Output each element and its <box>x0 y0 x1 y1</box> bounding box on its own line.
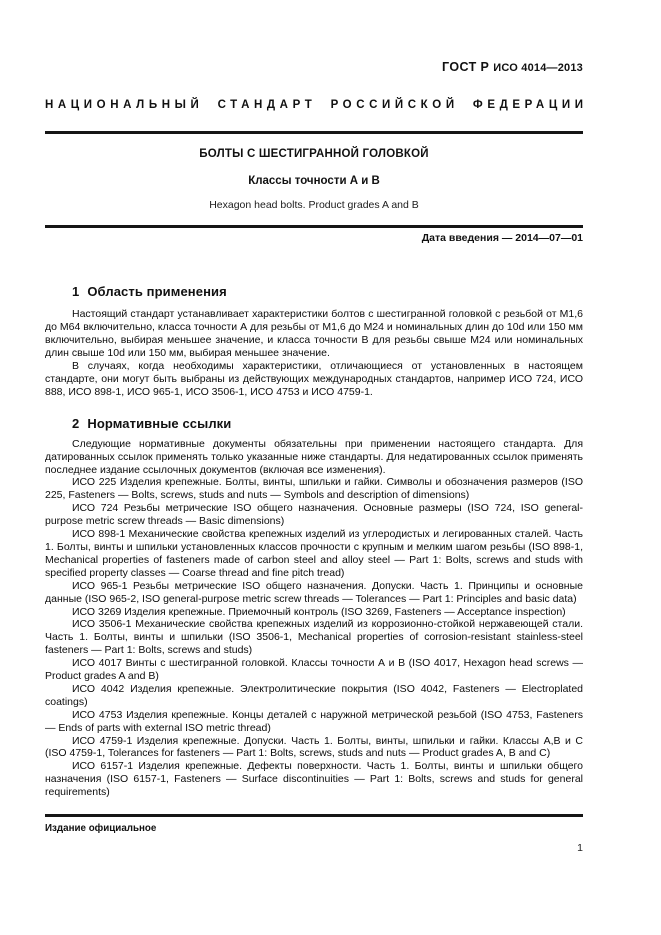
federation-word: НАЦИОНАЛЬНЫЙ <box>45 99 204 111</box>
page-content <box>45 0 588 799</box>
federation-word: ФЕДЕРАЦИИ <box>472 99 588 111</box>
effective-date: Дата введения — 2014—07—01 <box>421 232 583 245</box>
paragraph: Следующие нормативные документы обязательны при применении настоящего стандарта. Для датированных ссылок применять только указанные ниже стандарты. Для недатированных ссылок применять последнее издание ссылочных документов (включая все изменения). <box>45 437 583 476</box>
page-number: 1 <box>577 842 583 854</box>
reference-item: ИСО 4017 Винты с шестигранной головкой. Классы точности А и В (ISO 4017, Hexagon head screws — Product grades A and B) <box>45 657 583 683</box>
federation-word: СТАНДАРТ <box>217 99 317 111</box>
section-number: 2 <box>72 415 80 431</box>
edition-note: Издание официальное <box>45 823 157 834</box>
federation-word: РОССИЙСКОЙ <box>330 99 459 111</box>
paragraph: В случаях, когда необходимы характеристики, отличающиеся от установленных в настоящем стандарте, они могут быть выбраны из действующих международных стандартов, например ИСО 724, ИСО 888, ИСО 898-1, ИСО 965-1, ИСО 3506-1, ИСО 4753 и ИСО 4759-1. <box>45 360 583 398</box>
reference-item: ИСО 4753 Изделия крепежные. Концы деталей с наружной метрической резьбой (ISO 4753, Fasteners — Ends of parts with external ISO metric thread) <box>45 708 583 734</box>
federation-standard-header <box>45 98 588 112</box>
reference-item: ИСО 724 Резьбы метрические ISO общего назначения. Основные размеры (ISO 724, ISO general-purpose metric screw threads — Basic dimensions) <box>45 502 583 528</box>
doc-num: ИСО 4014—2013 <box>493 62 583 74</box>
reference-item: ИСО 4042 Изделия крепежные. Электролитические покрытия (ISO 4042, Fasteners — Electroplated coatings) <box>45 682 583 708</box>
reference-item: ИСО 6157-1 Изделия крепежные. Дефекты поверхности. Часть 1. Болты, винты и шпильки общего назначения (ISO 6157-1, Fasteners — Surface discontinuities — Part 1: Bolts, screws and studs for general requirements) <box>45 760 583 799</box>
section-number: 1 <box>72 284 80 300</box>
reference-item: ИСО 225 Изделия крепежные. Болты, винты, шпильки и гайки. Символы и обозначения размеров (ISO 225, Fasteners — Bolts, screws, studs and nuts — Symbols and description of dimensions) <box>45 476 583 502</box>
doc-designation <box>45 59 583 76</box>
doc-code: ГОСТ Р <box>442 60 490 74</box>
footer-divider-rule <box>45 814 583 817</box>
reference-item: ИСО 965-1 Резьбы метрические ISO общего назначения. Допуски. Часть 1. Принципы и основные данные (ISO 965-2, ISO general-purpose metric screw threads — Tolerances — Part 1: Principles and basic data) <box>45 579 583 605</box>
document-body <box>45 284 583 799</box>
section-title: Нормативные ссылки <box>87 415 232 431</box>
section-title: Область применения <box>87 284 227 300</box>
section-1-heading <box>45 284 583 300</box>
reference-item: ИСО 3269 Изделия крепежные. Приемочный контроль (ISO 3269, Fasteners — Acceptance inspection) <box>72 605 566 618</box>
document-subtitle-ru: Классы точности А и В <box>248 175 380 188</box>
section-2-heading <box>45 416 583 432</box>
reference-item: ИСО 4759-1 Изделия крепежные. Допуски. Часть 1. Болты, винты, шпильки и гайки. Классы А,В и С (ISO 4759-1, Tolerances for fasteners — Part 1: Bolts, screws, studs and nuts — Product grades A, B and C) <box>45 734 583 760</box>
reference-item: ИСО 898-1 Механические свойства крепежных изделий из углеродистых и легированных сталей. Часть 1. Болты, винты и шпильки установленных классов прочности с крупным и мелким шагом резьбы (ISO 898-1, Mechanical properties of fasteners made of carbon steel and alloy steel — Part 1: Bolts, screws and studs with specified property classes — Coarse thread and fine pitch tread) <box>45 528 583 579</box>
title-divider-rule <box>45 225 583 228</box>
top-divider-rule <box>45 131 583 134</box>
paragraph: Настоящий стандарт устанавливает характеристики болтов с шестигранной головкой с резьбой от М1,6 до М64 включительно, класса точности А для резьбы от М1,6 до М24 и номинальных длин до 10d или 150 мм включительно, выбирая меньшее значение, и класса точности В для резьбы свыше М24 или номинальных длин свыше 10d или 150 мм, выбирая меньшее значение. <box>45 308 583 360</box>
reference-item: ИСО 3506-1 Механические свойства крепежных изделий из коррозионно-стойкой нержавеющей стали. Часть 1. Болты, винты и шпильки (ISO 3506-1, Mechanical properties of corrosion-resistant stainless-steel fasteners — Part 1: Bolts, screws and studs) <box>45 618 583 657</box>
document-title-ru: БОЛТЫ С ШЕСТИГРАННОЙ ГОЛОВКОЙ <box>199 148 429 161</box>
document-title-en: Hexagon head bolts. Product grades A and B <box>209 199 419 212</box>
